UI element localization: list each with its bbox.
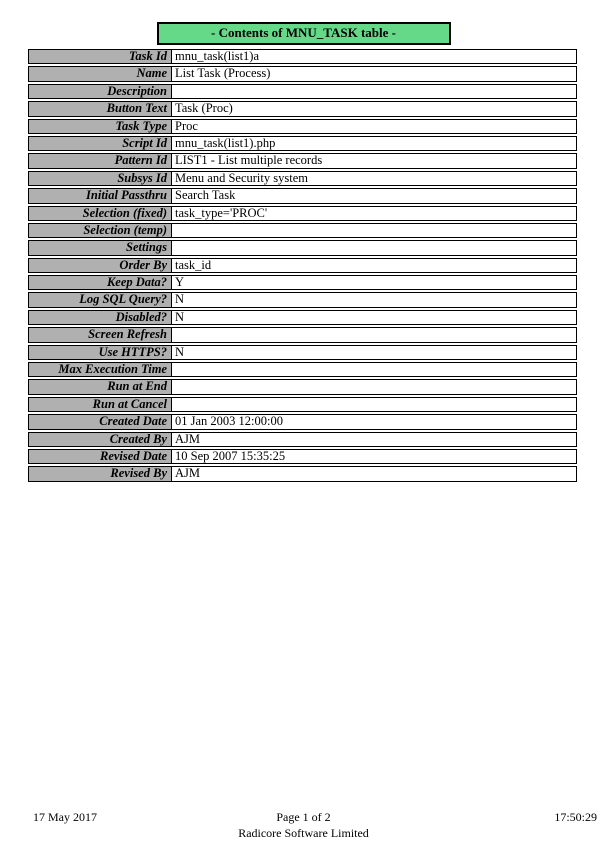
field-value <box>172 397 577 412</box>
table-row <box>28 310 577 325</box>
page-footer <box>0 810 607 826</box>
table-row <box>28 171 577 186</box>
field-label: Revised By <box>28 466 172 481</box>
table-row <box>28 397 577 412</box>
table-row <box>28 188 577 203</box>
table-row <box>28 414 577 429</box>
field-label: Script Id <box>28 136 172 151</box>
field-value: 01 Jan 2003 12:00:00 <box>172 414 577 429</box>
table-row <box>28 345 577 360</box>
field-value: mnu_task(list1)a <box>172 49 577 64</box>
field-value: List Task (Process) <box>172 66 577 81</box>
field-label: Screen Refresh <box>28 327 172 342</box>
field-label: Run at Cancel <box>28 397 172 412</box>
table-row <box>28 84 577 99</box>
field-label: Selection (temp) <box>28 223 172 238</box>
field-value <box>172 327 577 342</box>
field-value: mnu_task(list1).php <box>172 136 577 151</box>
field-label: Created Date <box>28 414 172 429</box>
field-value: Y <box>172 275 577 290</box>
table-row <box>28 136 577 151</box>
field-label: Initial Passthru <box>28 188 172 203</box>
field-value: Search Task <box>172 188 577 203</box>
table-row <box>28 66 577 81</box>
field-label: Description <box>28 84 172 99</box>
field-value: N <box>172 310 577 325</box>
record-table <box>28 49 577 482</box>
field-label: Task Id <box>28 49 172 64</box>
field-label: Revised Date <box>28 449 172 464</box>
field-label: Max Execution Time <box>28 362 172 377</box>
field-value: Menu and Security system <box>172 171 577 186</box>
field-value <box>172 379 577 394</box>
footer-company: Radicore Software Limited <box>238 826 369 840</box>
table-row <box>28 101 577 116</box>
table-row <box>28 258 577 273</box>
field-value: task_id <box>172 258 577 273</box>
field-label: Created By <box>28 432 172 447</box>
field-label: Settings <box>28 240 172 255</box>
table-row <box>28 432 577 447</box>
field-value: AJM <box>172 432 577 447</box>
field-label: Pattern Id <box>28 153 172 168</box>
field-label: Use HTTPS? <box>28 345 172 360</box>
field-value <box>172 362 577 377</box>
field-label: Subsys Id <box>28 171 172 186</box>
table-row <box>28 240 577 255</box>
field-value: task_type='PROC' <box>172 206 577 221</box>
table-row <box>28 327 577 342</box>
field-value: AJM <box>172 466 577 481</box>
table-row <box>28 362 577 377</box>
field-label: Name <box>28 66 172 81</box>
field-value: 10 Sep 2007 15:35:25 <box>172 449 577 464</box>
field-label: Button Text <box>28 101 172 116</box>
field-value <box>172 84 577 99</box>
table-row <box>28 275 577 290</box>
table-row <box>28 223 577 238</box>
footer-page-number: Page 1 of 2 <box>276 810 331 824</box>
report-title: - Contents of MNU_TASK table - <box>157 22 451 45</box>
table-row <box>28 379 577 394</box>
field-value: N <box>172 292 577 307</box>
table-row <box>28 49 577 64</box>
field-value <box>172 240 577 255</box>
field-value: LIST1 - List multiple records <box>172 153 577 168</box>
field-label: Order By <box>28 258 172 273</box>
field-label: Disabled? <box>28 310 172 325</box>
field-value: Task (Proc) <box>172 101 577 116</box>
table-row <box>28 466 577 481</box>
field-label: Task Type <box>28 119 172 134</box>
table-row <box>28 449 577 464</box>
field-label: Run at End <box>28 379 172 394</box>
table-row <box>28 119 577 134</box>
field-value: Proc <box>172 119 577 134</box>
field-label: Keep Data? <box>28 275 172 290</box>
footer-time: 17:50:29 <box>554 810 597 824</box>
table-row <box>28 292 577 307</box>
footer-date: 17 May 2017 <box>33 810 97 824</box>
table-row <box>28 153 577 168</box>
field-value: N <box>172 345 577 360</box>
field-label: Selection (fixed) <box>28 206 172 221</box>
table-row <box>28 206 577 221</box>
field-label: Log SQL Query? <box>28 292 172 307</box>
field-value <box>172 223 577 238</box>
